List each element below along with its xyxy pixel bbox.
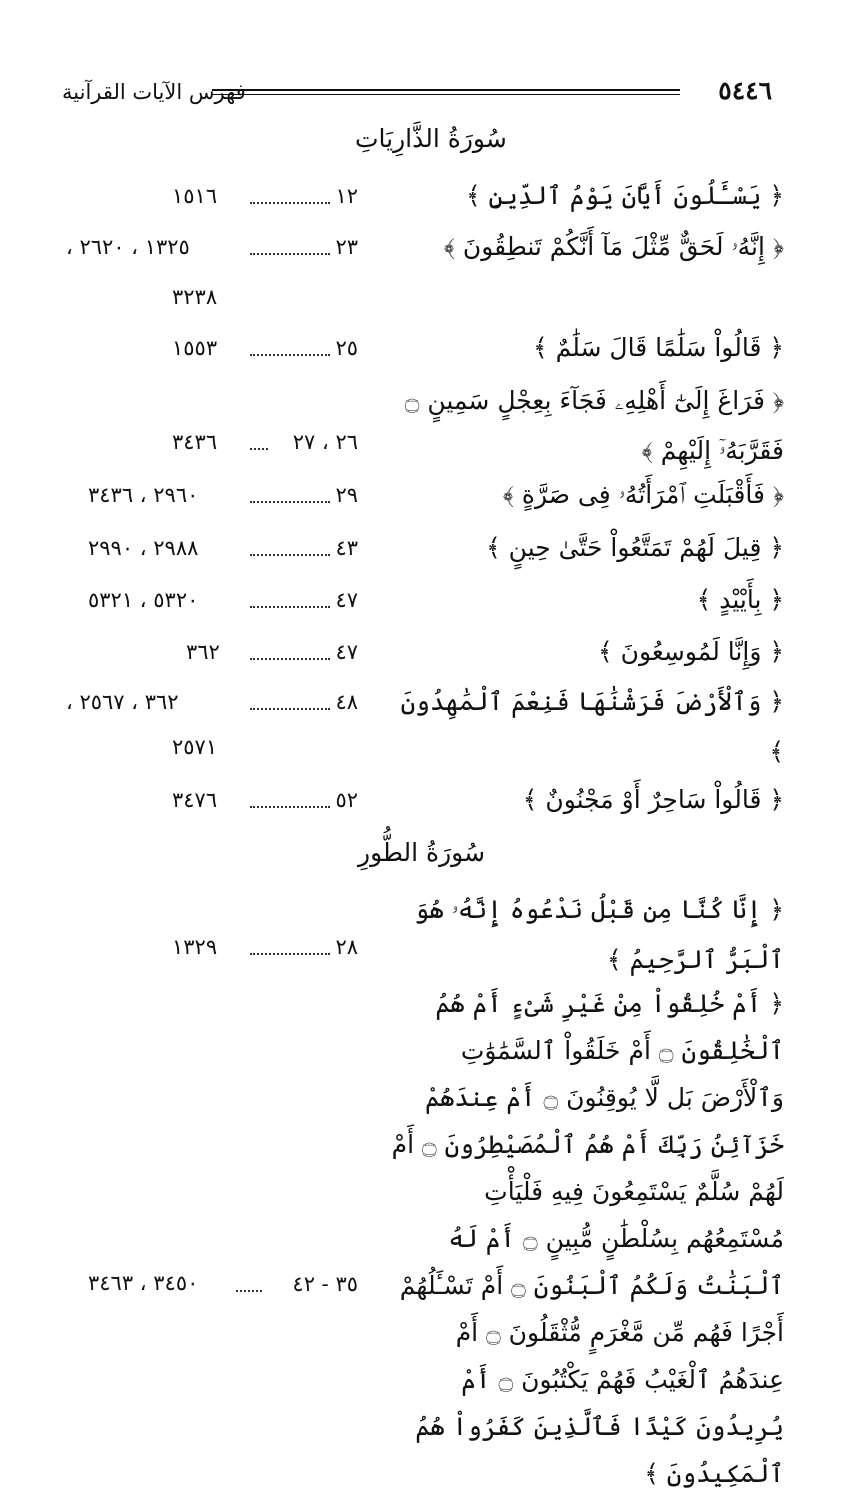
verse-text: ﴿ أَمْ خُلِقُواْ مِنْ غَيْرِ شَىْءٍ أَمْ هُمُ ٱلْخَٰلِقُونَ ۝ أَمْ خَلَقُواْ ٱلسَّمَٰوَٰتِ وَٱلْأَرْضَ بَل لَّا يُوقِنُونَ ۝ أَمْ عِندَهُمْ خَزَآئِنُ رَبِّكَ أَمْ هُمُ ٱلْمُصَيْطِرُونَ ۝ أَمْ لَهُمْ سُلَّمٌ يَسْتَمِعُونَ فِيهِ فَلْيَأْتِ مُسْتَمِعُهُم بِسُلْطَٰنٍ مُّبِينٍ ۝ أَمْ لَهُ ٱلْبَنَٰتُ وَلَكُمُ ٱلْبَنُونَ ۝ أَمْ تَسْـَٔلُهُمْ أَجْرًا فَهُم مِّن مَّغْرَمٍ مُّثْقَلُونَ ۝ أَمْ عِندَهُمُ ٱلْغَيْبُ فَهُمْ يَكْتُبُونَ ۝ أَمْ يُرِيدُونَ كَيْدًا فَٱلَّذِينَ كَفَرُواْ هُمُ ٱلْمَكِيدُونَ ﴾	[391, 989, 784, 1488]
surah-heading: سُورَةُ الطُّورِ	[358, 838, 486, 867]
verse-text: ﴿ يَسْـَٔلُونَ أَيَّانَ يَوْمُ ٱلدِّينِ ﴾	[465, 181, 784, 210]
ayah-number: ٤٧	[335, 640, 358, 664]
surah-heading: سُورَةُ الذَّارِيَاتِ	[355, 124, 507, 153]
leader-dots	[250, 606, 330, 608]
verse-text: ﴿ فَرَاغَ إِلَىٰٓ أَهْلِهِۦ فَجَآءَ بِعِجْلٍ سَمِينٍ ۝ فَقَرَّبَهُۥٓ إِلَيْهِمْ ﴾	[404, 386, 784, 465]
verse-text: ﴿ فَأَقْبَلَتِ ٱمْرَأَتُهُۥ فِى صَرَّةٍ ﴾	[502, 480, 784, 509]
reference-numbers: ٣٦٢	[186, 640, 220, 664]
leader-dots	[250, 354, 330, 356]
verse-text: ﴿ بِأَيْيْدٍ ﴾	[696, 585, 784, 614]
reference-numbers: ١٥١٦	[172, 184, 218, 208]
reference-numbers: ٢٩٨٨ ، ٢٩٩٠	[88, 536, 199, 560]
leader-dots	[250, 554, 330, 556]
ayah-number: ٤٧	[335, 588, 358, 612]
reference-numbers: ١٣٢٩	[172, 935, 218, 959]
leader-dots	[250, 501, 330, 503]
reference-numbers: ١٣٢٥ ، ٢٦٢٠ ،	[66, 235, 190, 259]
verse-text: ﴿ قِيلَ لَهُمْ تَمَتَّعُواْ حَتَّىٰ حِينٍ ﴾	[486, 533, 784, 562]
leader-dots	[250, 708, 330, 710]
leader-dots	[250, 953, 330, 955]
leader-dots	[250, 202, 330, 204]
leader-dots	[250, 658, 330, 660]
verse-text: ﴿ إِنَّهُۥ لَحَقٌّ مِّثْلَ مَآ أَنَّكُمْ تَنطِقُونَ ﴾	[443, 232, 784, 261]
ayah-number: ٢٦ ، ٢٧	[292, 430, 358, 454]
running-title: فهرس الآيات القرآنية	[62, 80, 246, 104]
verse-text: ﴿ قَالُواْ سَلَٰمًا قَالَ سَلَٰمٌ ﴾	[533, 333, 784, 362]
ayah-number: ٢٨	[335, 935, 358, 959]
reference-numbers: ٣٤٧٦	[172, 788, 218, 812]
verse-text: ﴿ وَإِنَّا لَمُوسِعُونَ ﴾	[598, 637, 784, 666]
verse-text: ﴿ قَالُواْ سَاحِرٌ أَوْ مَجْنُونٌ ﴾	[522, 785, 784, 814]
reference-numbers: ٣٢٣٨	[172, 285, 218, 309]
reference-numbers: ٣٤٣٦	[172, 430, 218, 454]
reference-numbers: ٣٦٢ ، ٢٥٦٧ ،	[66, 690, 179, 714]
verse-text: ﴿ وَٱلْأَرْضَ فَرَشْنَٰهَا فَنِعْمَ ٱلْمَٰهِدُونَ ﴾	[400, 687, 784, 766]
leader-dots	[250, 806, 330, 808]
ayah-number: ٣٥ - ٤٢	[292, 1272, 358, 1296]
header-rule	[212, 89, 680, 95]
ayah-number: ٤٣	[335, 536, 358, 560]
reference-numbers: ٢٩٦٠ ، ٣٤٣٦	[88, 483, 199, 507]
ayah-number: ٢٥	[335, 336, 358, 360]
ayah-number: ٤٨	[335, 690, 358, 714]
ayah-number: ٢٩	[335, 483, 358, 507]
leader-dots	[250, 448, 268, 450]
reference-numbers: ١٥٥٣	[172, 336, 218, 360]
ayah-number: ٢٣	[335, 235, 358, 259]
leader-dots	[236, 1290, 262, 1292]
ayah-number: ٥٢	[335, 788, 358, 812]
page-number: ٥٤٤٦	[718, 76, 772, 105]
reference-numbers: ٢٥٧١	[172, 735, 218, 759]
page-header	[62, 76, 772, 110]
reference-numbers: ٥٣٢٠ ، ٥٣٢١	[88, 588, 199, 612]
verse-text: ﴿ إِنَّا كُنَّا مِن قَبْلُ نَدْعُوهُ إِنَّهُۥ هُوَ ٱلْبَرُّ ٱلرَّحِيمُ ﴾	[414, 895, 784, 974]
ayah-number: ١٢	[335, 184, 358, 208]
leader-dots	[250, 253, 330, 255]
reference-numbers: ٣٤٥٠ ، ٣٤٦٣	[88, 1271, 199, 1295]
